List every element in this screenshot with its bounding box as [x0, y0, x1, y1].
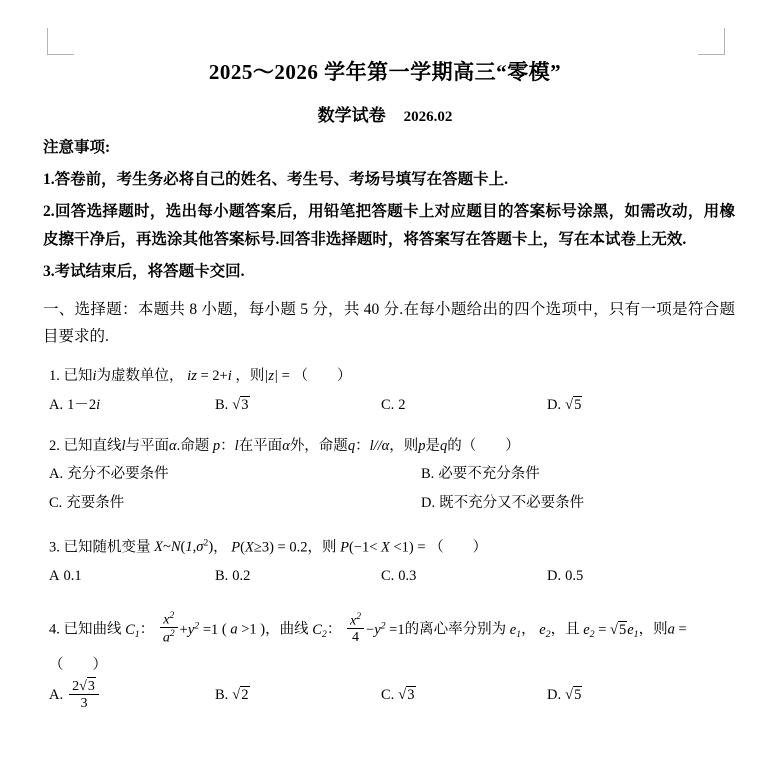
exam-date: 2026.02 [403, 109, 453, 125]
question-4-answer-paren: （ ） [49, 656, 107, 673]
question-2-prop-p: p [212, 438, 221, 454]
question-4-eccentricity-2: $e_2$ [539, 621, 551, 640]
question-2-plane-1: α [169, 438, 177, 454]
page-title: 2025～2026 学年第一学期高三“零模” [208, 60, 562, 84]
option-value: 1－2i [67, 397, 101, 413]
question-1-text-1: 已知 [63, 368, 93, 384]
question-2-text-4: ： [220, 438, 235, 454]
question-4-text-1: 已知曲线 [63, 621, 122, 638]
question-4-equation-2: $\frac{x^2}{4}$ $-y^2 =1$ [345, 622, 405, 638]
option-value: 0.5 [565, 568, 584, 585]
question-2-text-9: 是 [425, 438, 441, 454]
notice-heading: 注意事项: [43, 139, 111, 156]
option-label: C. [49, 495, 63, 511]
option-label: D. [547, 568, 562, 585]
question-3-text-2: ， [213, 539, 228, 556]
question-2-prop-q: q [347, 438, 356, 454]
page-subtitle [0, 101, 770, 126]
option-value: 充要条件 [66, 495, 125, 511]
question-4-condition: ( a >1 ) [221, 621, 266, 638]
option-label: D. [547, 397, 562, 413]
question-4-number: 4. [49, 621, 60, 638]
question-1-modulus: |z| = [264, 368, 290, 384]
crop-mark-top-left [47, 28, 74, 55]
question-2-options-row-1 [43, 460, 735, 489]
question-4-text-2: ： [139, 621, 155, 638]
question-2-text-7: ： [355, 438, 370, 454]
question-4-option-b[interactable] [215, 678, 381, 713]
question-2-options-row-2 [43, 489, 735, 518]
question-2-text-1: 已知直线 [63, 438, 122, 454]
option-label: B. [421, 466, 435, 482]
question-1-stem [43, 362, 735, 390]
subject-label: 数学试卷 [317, 106, 386, 125]
question-2-line-1: l [121, 438, 126, 454]
question-1-option-a[interactable] [49, 390, 215, 420]
option-value: 0.2 [232, 568, 251, 585]
question-4-curve-c1: $C_1$ [125, 621, 140, 640]
option-label: C. [381, 568, 395, 585]
question-3-option-d[interactable] [547, 561, 735, 591]
question-4-text-6: ， [521, 621, 536, 638]
question-2-text-3: .命题 [176, 438, 210, 454]
question-1-text-2: 为虚数单位， [96, 368, 184, 384]
question-1-option-d[interactable] [547, 390, 735, 420]
question-4-unknown: a = [667, 621, 687, 638]
question-4-option-c[interactable] [381, 678, 547, 713]
question-3-option-b[interactable] [215, 561, 381, 591]
crop-mark-top-right [698, 28, 725, 55]
question-1-equation: iz = 2+i [187, 368, 232, 384]
question-2-answer-paren: （ ） [461, 438, 520, 454]
question-2-line-2: l [234, 438, 239, 454]
question-3-answer-paren: （ ） [429, 539, 488, 556]
question-3-probability: P(X≥3) = 0.2 [231, 539, 308, 556]
option-value: 0.3 [398, 568, 417, 585]
question-3-number: 3. [49, 539, 60, 556]
question-4-option-d[interactable] [547, 678, 735, 713]
question-4 [43, 609, 735, 712]
question-2-number: 2. [49, 438, 60, 454]
question-4-curve-c2: $C_2$ [312, 621, 327, 640]
question-2-text-2: 与平面 [125, 438, 170, 454]
option-value: 充分不必要条件 [67, 466, 169, 482]
question-3-option-c[interactable] [381, 561, 547, 591]
question-4-relation: $e_2 = √5e_1$ [583, 621, 639, 640]
option-label: A. [49, 397, 64, 413]
option-value: 既不充分又不必要条件 [439, 495, 585, 511]
question-2-stem [43, 432, 735, 460]
option-label: D. [421, 495, 436, 511]
option-label: C. [381, 397, 395, 413]
option-label: A [49, 568, 60, 585]
question-2-plane-2: α [282, 438, 290, 454]
question-1-options [43, 390, 735, 420]
question-1 [43, 362, 735, 420]
option-label: B. [215, 397, 229, 413]
option-value: 0.1 [63, 568, 82, 585]
question-4-text-7: ，且 [550, 621, 580, 638]
question-4-options [43, 678, 735, 713]
question-4-option-a[interactable] [49, 678, 215, 713]
question-1-option-b[interactable] [215, 390, 381, 420]
question-3-stem [43, 530, 735, 561]
question-1-number: 1. [49, 368, 60, 384]
question-2-option-b[interactable] [421, 460, 770, 489]
question-4-stem [43, 609, 735, 651]
question-1-text-3: ，则 [235, 368, 265, 384]
question-4-equation-1: $\frac{x^2}{a^2}$ $+y^2 =1$ [158, 622, 218, 638]
option-label: C. [381, 686, 395, 703]
question-2-prop-p-2: p [418, 438, 426, 454]
question-3-option-a[interactable] [49, 561, 215, 591]
option-value: √5 [565, 397, 582, 413]
option-value: 必要不充分条件 [438, 466, 540, 482]
question-3-distribution: $X\sim N(1,\sigma^2)$ [154, 538, 214, 556]
question-1-option-c[interactable] [381, 390, 547, 420]
question-3-target-probability: P(−1< X <1) = [340, 539, 426, 556]
option-label: B. [215, 686, 229, 703]
question-2-option-a[interactable] [49, 460, 421, 489]
question-4-text-4: ： [326, 621, 342, 638]
question-3 [43, 530, 735, 591]
notice-item-2: 2.回答选择题时，选出每小题答案后，用铅笔把答题卡上对应题目的答案标号涂黑，如需改动，用橡皮擦干净后，再选涂其他答案标号.回答非选择题时，将答案写在答题卡上，写在本试卷上无效. [43, 203, 735, 248]
option-value: 2 [398, 397, 406, 413]
notice-item-1: 1.答卷前，考生务必将自己的姓名、考生号、考场号填写在答题卡上. [43, 171, 509, 188]
question-4-text-5: 的离心率分别为 [404, 621, 507, 638]
notice-item-3: 3.考试结束后，将答题卡交回. [43, 263, 245, 280]
question-4-text-8: ，则 [638, 621, 668, 638]
question-3-options [43, 561, 735, 591]
section-heading [43, 296, 735, 350]
option-value: √2 [232, 686, 249, 703]
paper-body [43, 135, 735, 712]
option-label: B. [215, 568, 229, 585]
question-2-text-8: ，则 [389, 438, 419, 454]
question-1-answer-paren: （ ） [293, 368, 352, 384]
section-label: 一、选择题： [43, 301, 138, 318]
option-label: A. [49, 687, 64, 704]
question-2-text-6: 外，命题 [289, 438, 348, 454]
question-3-text-3: ，则 [307, 539, 337, 556]
question-4-text-3: ，曲线 [265, 621, 309, 638]
option-label: A. [49, 466, 64, 482]
question-3-text-1: 已知随机变量 [63, 539, 151, 556]
option-value: √3 [232, 397, 249, 413]
question-2 [43, 432, 735, 518]
question-2-prop-q-2: q [440, 438, 448, 454]
question-2-option-c[interactable] [49, 489, 421, 518]
question-2-parallel-relation: l//α [369, 438, 390, 454]
option-label: D. [547, 686, 562, 703]
option-value: $\frac{2√3}{3}$ [69, 678, 99, 711]
question-4-eccentricity-1: $e_1$ [509, 621, 522, 640]
question-1-imaginary-unit: i [92, 368, 97, 384]
option-value: √3 [398, 686, 415, 703]
question-2-text-5: 在平面 [238, 438, 283, 454]
question-2-option-d[interactable] [421, 489, 770, 518]
section-description: 本题共 8 小题，每小题 5 分，共 40 分.在每小题给出的四个选项中，只有一项是符合题目要求的. [43, 301, 735, 345]
question-2-text-10: 的 [447, 438, 462, 454]
option-value: √5 [565, 686, 582, 703]
